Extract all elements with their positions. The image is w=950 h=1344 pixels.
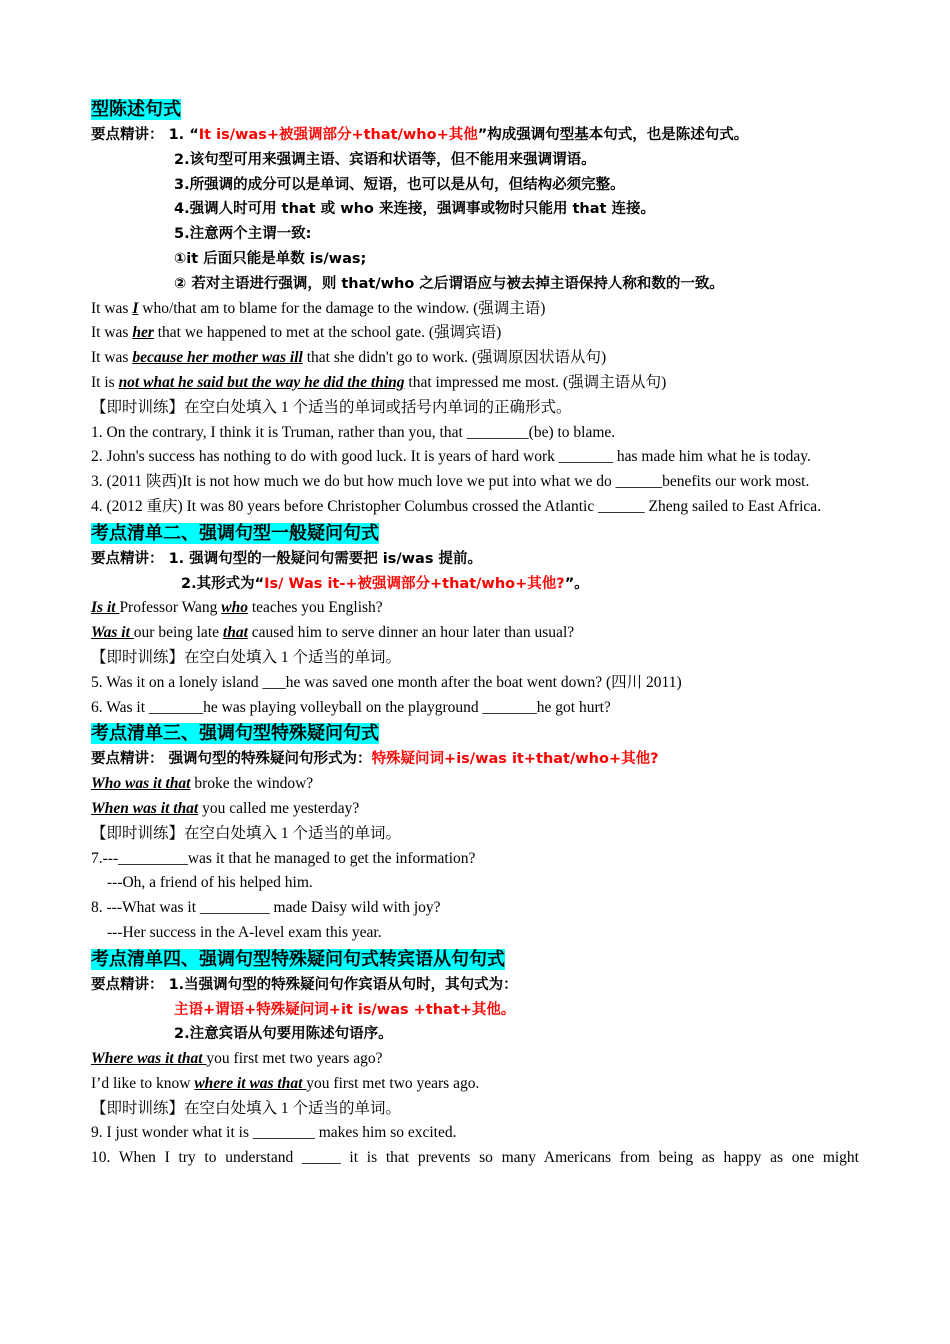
red-formula: It is/was+被强调部分+that/who+其他 [198,127,478,143]
key-point-2: 2.其形式为“Is/ Was it-+被强调部分+that/who+其他?”。 [181,575,589,592]
example-sentence: It is not what he said but the way he did the thing that impressed me most. (强调主语从句) [91,373,667,391]
example-sentence: Who was it that broke the window? [91,775,314,793]
key-point-3: 3.所强调的成分可以是单词、短语，也可以是从句，但结构必须完整。 [174,176,625,193]
practice-label: 【即时训练】在空白处填入 1 个适当的单词。 [91,1099,402,1117]
key-point-1: 要点精讲： 1. “It is/was+被强调部分+that/who+其他”构成强调句型基本句式，也是陈述句式。 [91,127,749,143]
question-1: 1. On the contrary, I think it is Truman, rather than you, that ________(be) to blame. [91,423,616,441]
practice-label: 【即时训练】在空白处填入 1 个适当的单词或括号内单词的正确形式。 [91,398,572,416]
question-6: 6. Was it _______he was playing volleyball on the playground _______he got hurt? [91,698,611,716]
section-1-title: 型陈述句式 [91,99,181,120]
question-7: 7.---_________was it that he managed to get the information? [91,849,476,867]
red-formula: 特殊疑问词+is/was it+that/who+其他? [371,751,659,768]
key-point-2: 2.该句型可用来强调主语、宾语和状语等，但不能用来强调谓语。 [174,151,596,168]
key-point-4: 4.强调人时可用 that 或 who 来连接，强调事或物时只能用 that 连接。 [174,201,656,218]
example-sentence: It was I who/that am to blame for the damage to the window. (强调主语) [91,299,546,317]
question-2: 2. John's success has nothing to do with good luck. It is years of hard work _______ has made him what he is today. [91,448,811,466]
example-sentence: Was it our being late that caused him to serve dinner an hour later than usual? [91,624,575,642]
key-point-5: 5.注意两个主谓一致: [174,226,312,243]
example-sentence: Is it Professor Wang who teaches you English? [91,599,383,617]
question-5: 5. Was it on a lonely island ___he was saved one month after the boat went down? (四川 2011) [91,673,682,691]
key-point-6: ①it 后面只能是单数 is/was; [174,250,367,267]
key-point-1: 要点精讲： 1.当强调句型的特殊疑问句作宾语从句时，其句式为： [91,976,518,993]
question-3: 3. (2011 陕西)It is not how much we do but how much love we put into what we do ______benefits our work most. [91,473,810,491]
section-3-title: 考点清单三、强调句型特殊疑问句式 [91,723,379,745]
practice-label: 【即时训练】在空白处填入 1 个适当的单词。 [91,824,402,842]
section-4-title: 考点清单四、强调句型特殊疑问句式转宾语从句句式 [91,948,505,970]
example-sentence: I’d like to know where it was that you first met two years ago. [91,1074,480,1092]
key-point-2: 2.注意宾语从句要用陈述句语序。 [174,1026,393,1043]
example-sentence: Where was it that you first met two years ago? [91,1050,383,1068]
section-heading [91,946,859,973]
practice-label: 【即时训练】在空白处填入 1 个适当的单词。 [91,648,402,666]
example-sentence: It was her that we happened to met at the school gate. (强调宾语) [91,324,502,342]
answer-8: ---Her success in the A-level exam this year. [107,923,382,941]
question-4: 4. (2012 重庆) It was 80 years before Christopher Columbus crossed the Atlantic ______ Zheng sailed to East Africa. [91,497,822,515]
section-heading [91,520,859,547]
example-sentence: It was because her mother was ill that she didn't go to work. (强调原因状语从句) [91,349,607,367]
key-point-1: 要点精讲： 1. 强调句型的一般疑问句需要把 is/was 提前。 [91,550,483,567]
example-sentence: When was it that you called me yesterday? [91,799,360,817]
section-heading [91,96,859,123]
document-page [91,96,859,1171]
answer-7: ---Oh, a friend of his helped him. [107,874,313,892]
question-8: 8. ---What was it _________ made Daisy wild with joy? [91,899,441,917]
key-point-7: ② 若对主语进行强调，则 that/who 之后谓语应与被去掉主语保持人称和数的一致。 [174,275,724,292]
section-heading [91,720,859,747]
section-2-title: 考点清单二、强调句型一般疑问句式 [91,522,379,544]
red-formula: 主语+谓语+特殊疑问词+it is/was +that+其他。 [174,1001,516,1018]
question-10: 10. When I try to understand _____ it is that prevents so many Americans from being as happy as one might [91,1149,859,1167]
key-point-1: 要点精讲： 强调句型的特殊疑问句形式为：特殊疑问词+is/was it+that/who+其他? [91,751,659,768]
red-formula: Is/ Was it-+被强调部分+that/who+其他? [264,575,565,592]
question-9: 9. I just wonder what it is ________ makes him so excited. [91,1124,457,1142]
